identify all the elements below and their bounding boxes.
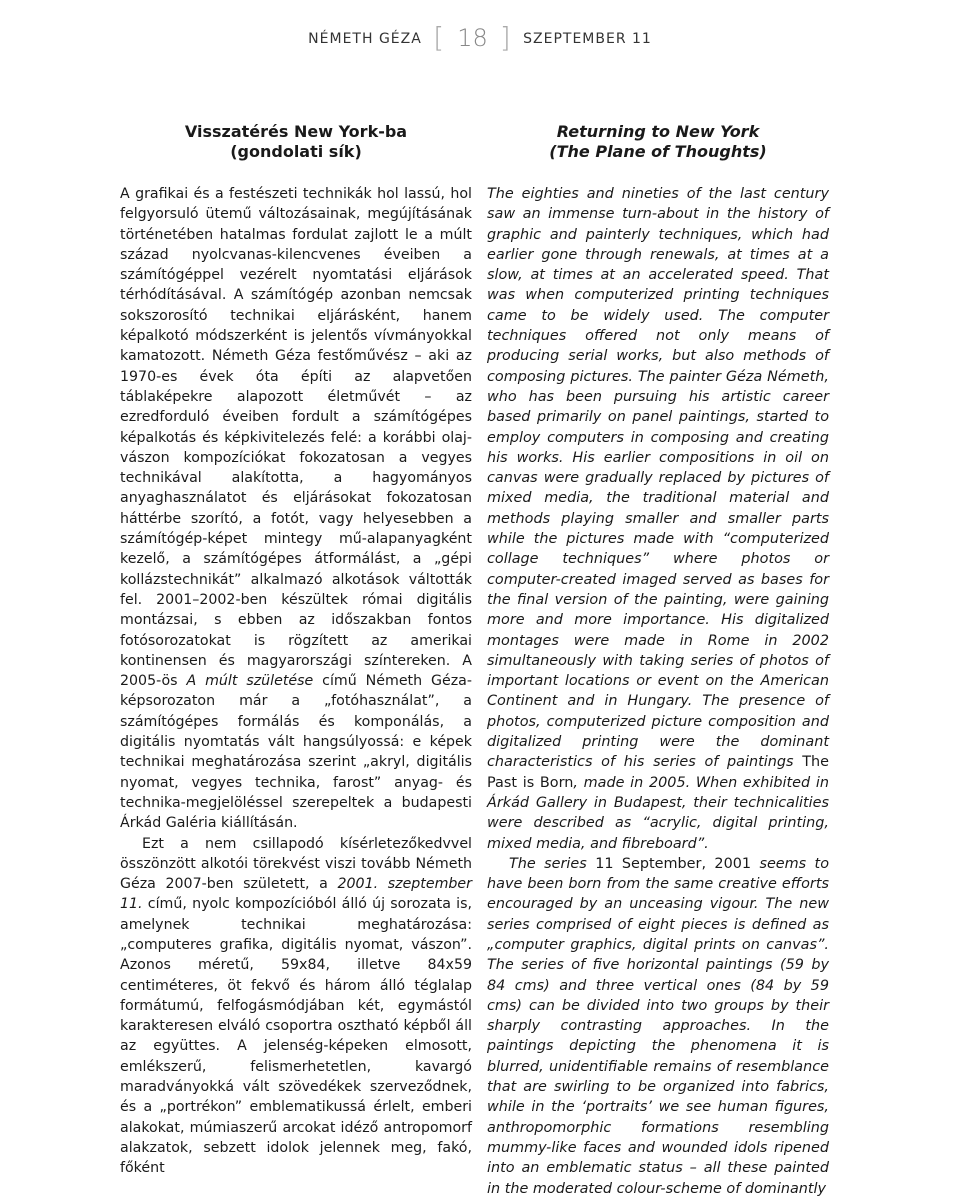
text-run: című, nyolc kompozícióból álló új sorozata is, amelynek technikai meghatározása: „computeres grafika, digitális nyomat, vászon”. Azonos méretű, 59x84, illetve 84x59 centiméteres, öt fekvő és három álló téglalap formátumú, felfogásmódjában két, egymástól karakteresen elváló csoportra osztható képből áll az együttes. A jelenség-képeken elmosott, emlékszerű, felismerhetetlen, kavargó maradványokká vált szövedékek szerveződnek, és a „portrékon” emblematikussá érlelt, emberi alakokat, múmiaszerű arcokat idéző antropomorf alakzatok, sebzett idolok jelennek meg, fakó, főként [120,896,472,1177]
running-head [0,21,960,54]
work-title: The Past is Born [487,754,829,791]
text-run: seems to have been born from the same creative efforts encouraged by an unceasing vigour. The new series comprised of eight pieces is defined as „computer graphics, digital prints on canvas”. The series of five horizontal paintings (59 by 84 cms) and three vertical ones (84 by 59 cms) can be divided into two groups by their sharply contrasting approaches. In the paintings depicting the phenomena it is blurred, unidentifiable remains of resemblance that are swirling to be organized into fabrics, while in the ‘portraits’ we see human figures, anthropomorphic formations resembling mummy-like faces and wounded idols ripened into an emblematic status – all these painted in the moderated colour-scheme of dominantly [487,855,830,1197]
header-title: SZEPTEMBER 11 [523,31,652,47]
text-run: , made in 2005. When exhibited in Árkád Gallery in Budapest, their technicalities were described as “acrylic, digital printing, mixed media, and fibreboard”. [487,774,829,852]
english-heading [487,122,829,162]
hungarian-paragraph-2 [120,834,472,1179]
hungarian-column [120,122,472,1179]
english-heading-line1: Returning to New York [556,122,760,141]
english-heading-line2: (The Plane of Thoughts) [549,142,767,161]
text-run: The series [509,855,596,872]
hungarian-heading [120,122,472,162]
hungarian-heading-line2: (gondolati sík) [230,142,362,161]
english-paragraph-1 [487,184,829,854]
english-column [487,122,829,1199]
english-paragraph-2 [487,854,829,1199]
work-title: 2001. szeptember 11. [120,876,472,913]
text-run: A grafikai és a festészeti technikák hol lassú, hol felgyorsuló ütemű változásainak, megújításának történetében hatalmas fordulat zajlott le a múlt század nyolcvanas-kilencvenes éveiben a számítógéppel vezérelt nyomtatási eljárások térhódításával. A számítógép azonban nemcsak sokszorosító technikai eljárásként, hanem képalkotó módszerként is jelentős vívmányokkal kamatozott. Németh Géza festőművész – aki az 1970-es évek óta építi az alapvetően táblaképekre alapozott életművét – az ezredforduló éveiben fordult a számítógépes képalkotás és képkivitelezés felé: a korábbi olaj-vászon kompozíciókat fokozatosan a vegyes technikával alakította, a hagyományos anyaghasználatot és eljárásokat fokozatosan háttérbe szorító, a fotót, vagy helyesebben a számítógép-képet mintegy mű-alapanyagként kezelő, a számítógépes átformálást, a „gépi kollázstechnikát” alkalmazó alkotások váltották fel. 2001–2002-ben készültek római digitális montázsai, s ebben az időszakban fontos fotósorozatokat is rögzített az amerikai kontinensen és magyarországi színtereken. A 2005-ös [120,186,472,690]
page-number-group: [ 18 ] [433,21,512,54]
english-body [487,184,829,1199]
header-author: NÉMETH GÉZA [308,31,422,47]
work-title: A múlt születése [186,673,314,690]
hungarian-paragraph-1 [120,184,472,834]
text-run: Ezt a nem csillapodó kísérletezőkedvvel összönzött alkotói törekvést viszi tovább Németh Géza 2007-ben született, a [120,835,472,893]
work-title: 11 September, 2001 [595,855,752,872]
hungarian-heading-line1: Visszatérés New York-ba [184,122,408,141]
text-run: című Németh Géza-képsorozaton már a „fotóhasználat”, a számítógépes formálás és komponálás, a digitális nyomtatás vált hangsúlyossá: e képek technikai meghatározása szerint „akryl, digitális nyomat, vegyes technika, farost” anyag- és technika-megjelöléssel szerepeltek a budapesti Árkád Galéria kiállításán. [120,673,472,832]
page-number: 18 [457,24,488,52]
hungarian-body [120,184,472,1179]
text-run: The eighties and nineties of the last century saw an immense turn-about in the history of graphic and painterly techniques, which had earlier gone through renewals, at times at a slow, at times at an accelerated speed. That was when computerized printing techniques came to be widely used. The computer techniques offered not only means of producing serial works, but also methods of composing pictures. The painter Géza Németh, who has been pursuing his artistic career based primarily on panel paintings, started to employ computers in composing and creating his works. His earlier compositions in oil on canvas were gradually replaced by pictures of mixed media, the traditional material and methods playing smaller and smaller parts while the pictures made with “computerized collage techniques” where photos or computer-created imaged served as bases for the final version of the painting, were gaining more and more importance. His digitalized montages were made in Rome in 2002 simultaneously with taking series of photos of important locations or event on the American Continent and in Hungary. The presence of photos, computerized picture composition and digitalized printing were the dominant characteristics of his series of paintings [487,186,829,771]
